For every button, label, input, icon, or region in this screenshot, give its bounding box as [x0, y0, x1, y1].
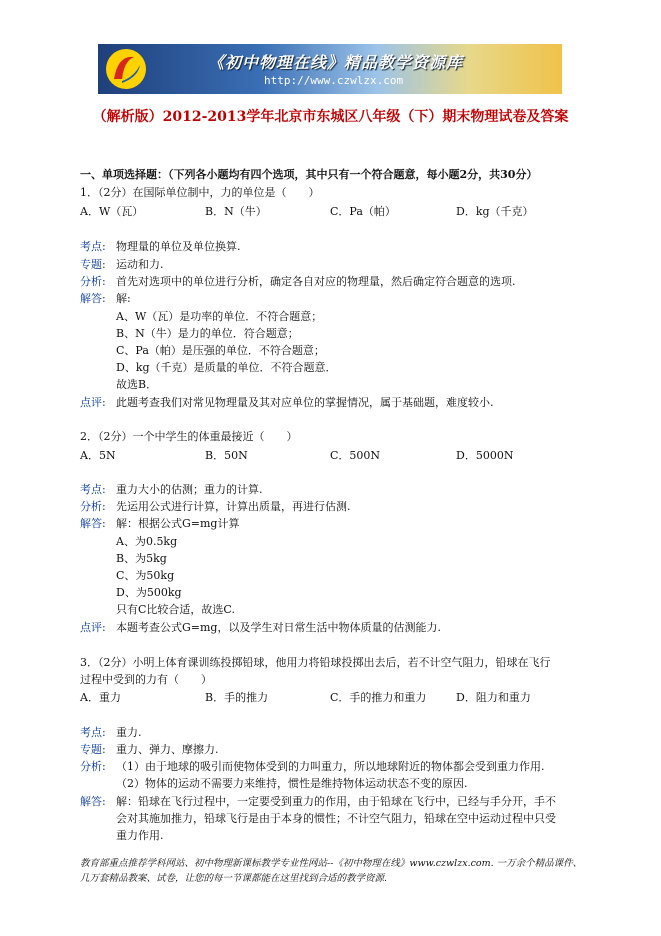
- q2-option-b: B．50N: [205, 449, 248, 462]
- q1-kaodian: 物理量的单位及单位换算.: [116, 240, 241, 253]
- site-logo-icon: [104, 47, 148, 91]
- q2-fenxi: 先运用公式进行计算，计算出质量，再进行估测.: [116, 500, 351, 513]
- document-title: （解析版）2012-2013学年北京市东城区八年级（下）期末物理试卷及答案: [92, 109, 569, 125]
- q2-jieda: 解：根据公式G=mg计算: [116, 517, 240, 530]
- q3-stem: 3．（2分）小明上体育课训练投掷铅球，他用力将铅球投掷出去后，若不计空气阻力，铅球在飞行: [80, 656, 551, 669]
- q3-jieda-label: 解答:: [80, 795, 106, 808]
- q1-jieda-line: D、kg（千克）是质量的单位．不符合题意．: [116, 361, 337, 374]
- q1-dianping-label: 点评:: [80, 396, 106, 409]
- q3-jieda-2: 会对其施加推力，铅球飞行是由于本身的惯性；不计空气阻力，铅球在空中运动过程中只受: [116, 812, 556, 825]
- q3-fenxi-2: （2）物体的运动不需要力来维持，惯性是维持物体运动状态不变的原因.: [116, 777, 468, 790]
- q2-kaodian: 重力大小的估测；重力的计算.: [116, 483, 263, 496]
- q1-option-d: D．kg（千克）: [456, 205, 534, 218]
- q3-option-a: A．重力: [80, 691, 121, 704]
- q2-option-a: A．5N: [80, 449, 116, 462]
- q1-jieda-line: B、N（牛）是力的单位．符合题意；: [116, 327, 299, 340]
- q3-jieda-3: 重力作用.: [116, 829, 164, 842]
- q2-kaodian-label: 考点:: [80, 483, 106, 496]
- q1-fenxi: 首先对选项中的单位进行分析，确定各自对应的物理量，然后确定符合题意的选项.: [116, 275, 516, 288]
- q3-option-c: C．手的推力和重力: [330, 691, 427, 704]
- q3-kaodian: 重力.: [116, 726, 142, 739]
- q2-jieda-label: 解答:: [80, 517, 106, 530]
- section-heading: 一、单项选择题：（下列各小题均有四个选项，其中只有一个符合题意，每小题2分，共30分）: [80, 168, 538, 181]
- q2-jieda-line: B、为5kg: [116, 552, 167, 565]
- q2-stem: 2．（2分）一个中学生的体重最接近（ ）: [80, 430, 298, 443]
- q1-kaodian-label: 考点:: [80, 240, 106, 253]
- q1-dianping: 此题考查我们对常见物理量及其对应单位的掌握情况，属于基础题，难度较小.: [116, 396, 494, 409]
- q1-stem: 1．（2分）在国际单位制中，力的单位是（ ）: [80, 186, 320, 199]
- q1-jieda-line: C、Pa（帕）是压强的单位．不符合题意；: [116, 344, 325, 357]
- q2-dianping-label: 点评:: [80, 621, 106, 634]
- q3-fenxi-1: （1）由于地球的吸引而使物体受到的力叫重力，所以地球附近的物体都会受到重力作用.: [116, 760, 545, 773]
- q2-jieda-line: C、为50kg: [116, 569, 175, 582]
- q1-option-c: C．Pa（帕）: [330, 205, 396, 218]
- q3-zhuanti-label: 专题:: [80, 743, 106, 756]
- q3-jieda-1: 解：铅球在飞行过程中，一定要受到重力的作用，由于铅球在飞行中，已经与手分开，手不: [116, 795, 556, 808]
- footer-note: 教育部重点推荐学科网站、初中物理新课标教学专业性网站--《初中物理在线》www.czwlzx.com. 一万余个精品课件、几万套精品教案、试卷，让您的每一节课都能在这里找到合适的教学资源.: [80, 858, 583, 884]
- q3-fenxi-label: 分析:: [80, 760, 106, 773]
- q2-jieda-line: D、为500kg: [116, 586, 182, 599]
- header-banner: [98, 44, 562, 94]
- q3-option-b: B．手的推力: [205, 691, 269, 704]
- q1-jieda-line: 故选B．: [116, 378, 158, 391]
- q1-jieda: 解:: [116, 292, 131, 305]
- q1-zhuanti-label: 专题:: [80, 258, 106, 271]
- q1-zhuanti: 运动和力.: [116, 258, 164, 271]
- q3-stem-cont: 过程中受到的力有（ ）: [80, 673, 212, 686]
- q2-dianping: 本题考查公式G=mg，以及学生对日常生活中物体质量的估测能力.: [116, 621, 441, 634]
- q1-fenxi-label: 分析:: [80, 275, 106, 288]
- q3-option-d: D．阻力和重力: [456, 691, 531, 704]
- q2-option-d: D．5000N: [456, 449, 514, 462]
- q1-option-a: A．W（瓦）: [80, 205, 144, 218]
- q2-fenxi-label: 分析:: [80, 500, 106, 513]
- q1-jieda-line: A、W（瓦）是功率的单位．不符合题意；: [116, 310, 323, 323]
- q2-jieda-line: A、为0.5kg: [116, 535, 178, 548]
- banner-url[interactable]: http://www.czwlzx.com: [264, 74, 404, 87]
- banner-title: 《初中物理在线》精品教学资源库: [208, 53, 464, 72]
- q3-zhuanti: 重力、弹力、摩擦力.: [116, 743, 219, 756]
- q3-kaodian-label: 考点:: [80, 726, 106, 739]
- q1-option-b: B．N（牛）: [205, 205, 267, 218]
- q2-option-c: C．500N: [330, 449, 381, 462]
- q1-jieda-label: 解答:: [80, 292, 106, 305]
- q2-jieda-line: 只有C比较合适，故选C.: [116, 603, 235, 616]
